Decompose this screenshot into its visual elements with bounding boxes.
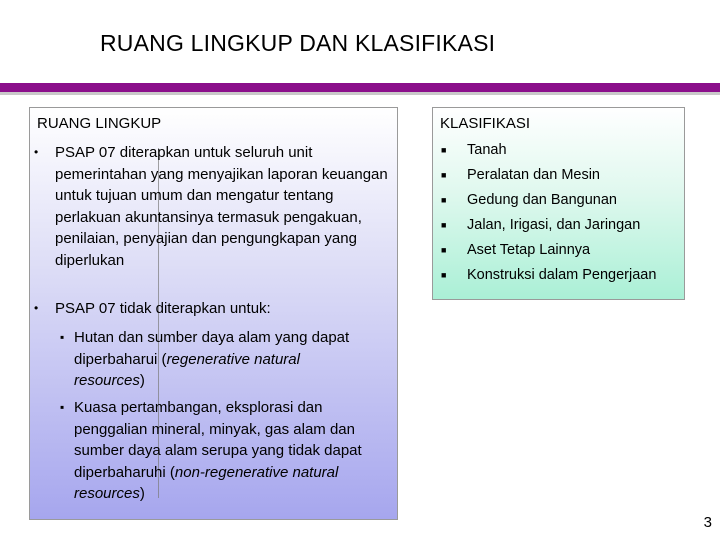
exclusion-item-text: Hutan dan sumber daya alam yang dapat diperbaharui (regenerative natural resources) [74, 329, 350, 389]
list-item: ■ Peralatan dan Mesin [441, 167, 600, 183]
ruang-lingkup-box [29, 107, 398, 520]
bullet-dot-icon: • [34, 301, 39, 315]
klasifikasi-heading: KLASIFIKASI [440, 115, 531, 132]
square-bullet-icon: ▪ [60, 330, 65, 344]
square-bullet-icon: ■ [441, 245, 447, 255]
ruang-lingkup-heading: RUANG LINGKUP [37, 115, 162, 132]
bullet-dot-icon: • [34, 145, 39, 159]
list-item: ■ Jalan, Irigasi, dan Jaringan [441, 217, 641, 233]
list-item: ■ Aset Tetap Lainnya [441, 242, 591, 258]
page-number: 3 [703, 514, 712, 531]
list-item: ■ Gedung dan Bangunan [441, 192, 617, 208]
title-rule-shadow [0, 92, 720, 95]
square-bullet-icon: ▪ [60, 400, 65, 414]
title-rule [0, 83, 720, 92]
slide-title: RUANG LINGKUP DAN KLASIFIKASI [100, 30, 496, 56]
klasifikasi-box [432, 107, 685, 300]
scope-bullet [34, 298, 390, 320]
list-item: ■ Konstruksi dalam Pengerjaan [441, 267, 657, 283]
exclusion-item [60, 397, 378, 505]
exclusion-item-text: Kuasa pertambangan, eksplorasi dan penggalian mineral, minyak, gas alam dan sumber daya alam serupa yang tidak dapat diperbaharuhi (non-regenerative natural resources) [74, 399, 362, 502]
scope-bullet [34, 142, 390, 271]
square-bullet-icon: ■ [441, 145, 447, 155]
exclusion-item [60, 327, 360, 392]
square-bullet-icon: ■ [441, 195, 447, 205]
scope-bullet-text: PSAP 07 diterapkan untuk seluruh unit pemerintahan yang menyajikan laporan keuangan untuk tujuan umum dan mengatur tentang perlakuan akuntansinya termasuk pengakuan, penilaian, penyajian dan pengungkapan yang diperlukan [55, 144, 388, 269]
square-bullet-icon: ■ [441, 170, 447, 180]
klasifikasi-list [441, 140, 681, 290]
square-bullet-icon: ■ [441, 270, 447, 280]
square-bullet-icon: ■ [441, 220, 447, 230]
list-item: ■ Tanah [441, 142, 507, 158]
scope-bullet-text: PSAP 07 tidak diterapkan untuk: [55, 300, 271, 317]
